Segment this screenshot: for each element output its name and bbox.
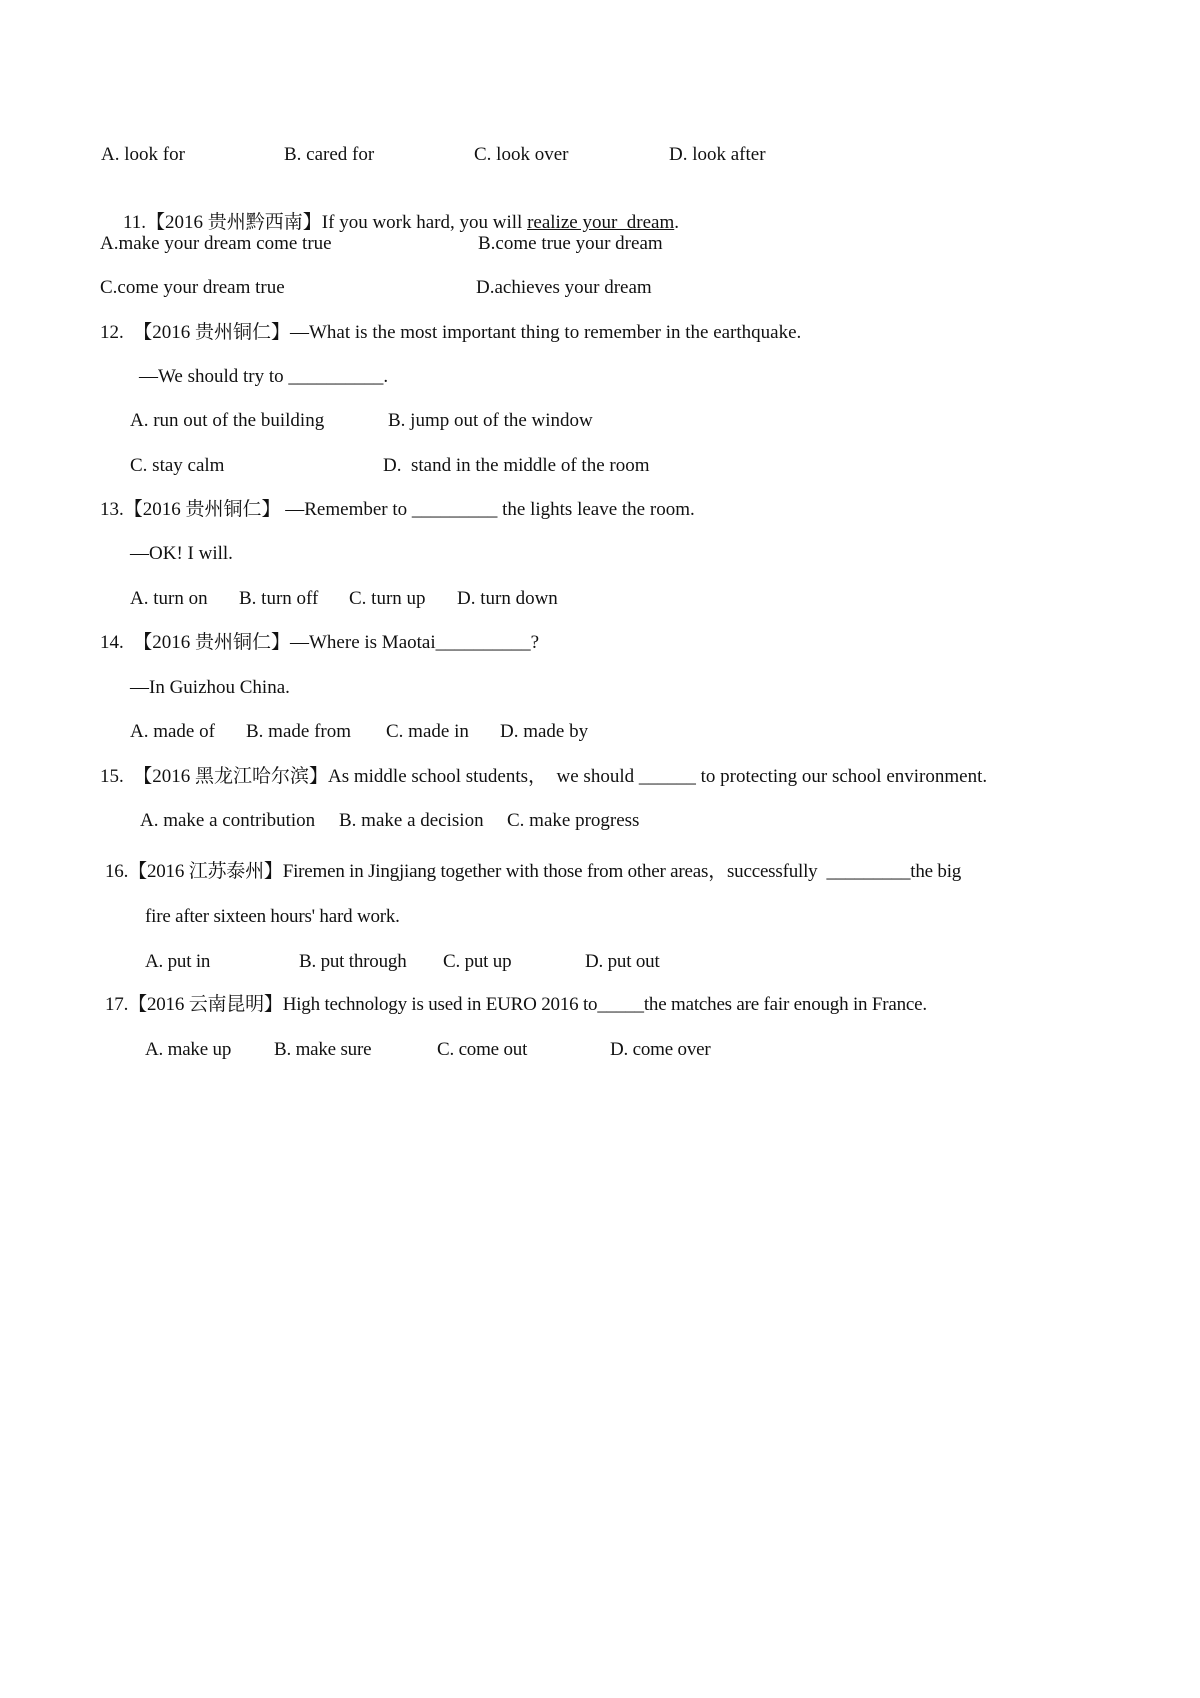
q17-option-a: A. make up [145, 1039, 232, 1060]
q11-underlined-phrase: realize your dream [527, 212, 675, 233]
q16-option-a: A. put in [145, 951, 211, 972]
q16-option-d: D. put out [585, 951, 660, 972]
q12-option-c: C. stay calm [130, 455, 225, 476]
q16-option-b: B. put through [299, 951, 407, 972]
q15-option-b: B. make a decision [339, 810, 484, 831]
q15-stem: 15. 【2016 黑龙江哈尔滨】As middle school students， we should ______ to protecting our school environment. [100, 766, 988, 787]
q17-stem: 17.【2016 云南昆明】High technology is used in EURO 2016 to_____the matches are fair enough in France. [105, 994, 927, 1015]
q12-option-d: D. stand in the middle of the room [383, 455, 650, 476]
q14-option-b: B. made from [246, 721, 352, 742]
q11-option-c: C.come your dream true [100, 277, 285, 298]
q12-option-a: A. run out of the building [130, 410, 325, 431]
q13-option-a: A. turn on [130, 588, 208, 609]
q11-stem-suffix: . [674, 212, 679, 233]
q16-stem-continued: fire after sixteen hours' hard work. [145, 906, 400, 927]
q15-option-c: C. make progress [507, 810, 640, 831]
q13-option-d: D. turn down [457, 588, 558, 609]
q14-option-a: A. made of [130, 721, 215, 742]
q13-option-c: C. turn up [349, 588, 426, 609]
q10-option-a: A. look for [101, 144, 185, 165]
q10-option-c: C. look over [474, 144, 569, 165]
q13-reply: —OK! I will. [130, 543, 233, 564]
q11-option-b: B.come true your dream [478, 233, 663, 254]
q11-option-d: D.achieves your dream [476, 277, 652, 298]
q16-option-c: C. put up [443, 951, 512, 972]
q17-option-d: D. come over [610, 1039, 711, 1060]
q10-option-b: B. cared for [284, 144, 375, 165]
q15-option-a: A. make a contribution [140, 810, 316, 831]
q13-stem: 13.【2016 贵州铜仁】 —Remember to _________ the lights leave the room. [100, 499, 695, 520]
q17-option-c: C. come out [437, 1039, 528, 1060]
q11-stem-prefix: 11.【2016 贵州黔西南】If you work hard, you will [123, 212, 528, 233]
q12-stem: 12. 【2016 贵州铜仁】—What is the most important thing to remember in the earthquake. [100, 322, 802, 343]
q11-option-a: A.make your dream come true [100, 233, 332, 254]
q10-option-d: D. look after [669, 144, 766, 165]
q12-reply: —We should try to __________. [139, 366, 389, 387]
q14-option-d: D. made by [500, 721, 589, 742]
q14-stem: 14. 【2016 贵州铜仁】—Where is Maotai__________? [100, 632, 540, 653]
q17-option-b: B. make sure [274, 1039, 372, 1060]
q16-stem: 16.【2016 江苏泰州】Firemen in Jingjiang together with those from other areas，successfully _________the big [105, 861, 962, 882]
q14-reply: —In Guizhou China. [130, 677, 290, 698]
q14-option-c: C. made in [386, 721, 469, 742]
q13-option-b: B. turn off [239, 588, 319, 609]
q12-option-b: B. jump out of the window [388, 410, 593, 431]
